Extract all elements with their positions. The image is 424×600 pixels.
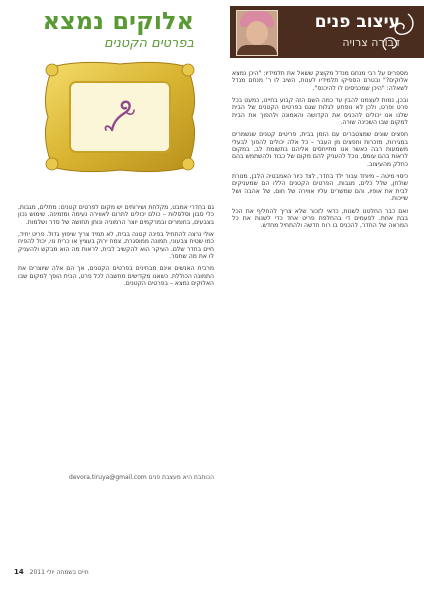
footer-text: חיים בשמחה יולי 2011 xyxy=(29,569,89,576)
paragraph: מרבית האנשים אינם מבחינים בפרטים הקטנים, אך הם אלה שיוצרים את התמונה הכוללת. כשאנו מקדישים מחשבה לכל פרט, הבית הופך למקום שבו האלוקים נמצא – בפרטים הקטנים. xyxy=(18,265,214,288)
picture-frame xyxy=(42,60,198,174)
column-title: עיצוב פנים xyxy=(314,12,400,32)
paragraph: גם בחדרי אמבט, מקלחת ושירותים יש מקום לפרטים קטנים: מתלים, מגבות, כלי סבון וסלסלות – כולם יכולים לתרום לאווירה נעימה ומזמינה. שימוש נכון בצבעים, בחומרים ובמרקמים יוצר הרמוניה ונותן תחושה של סדר ושלמות. xyxy=(18,204,214,226)
paragraph: ובכן, נמות לעצמנו להבין עד כמה השם הזה קבוע בחיינו, כמעט בכל פרט ופרט, ולכן לא נופתע לגלות שגם בפרטים הקטנים של הבית שלנו אנו יכולים להכניס את הקדושה והאמונה ולהפוך את הבית למקום שבו השכינה שורה. xyxy=(232,97,408,127)
paragraph: ואם כבר החלטנו לשנות, כדאי לזכור שלא צריך להחליף את הכל בבת אחת. לפעמים די בהחלפת פריט אחד כדי לשנות את כל המראה של החדר, להכניס בו רוח חדשה ולהתחיל מחדש. xyxy=(232,207,408,230)
author-portrait xyxy=(236,10,278,56)
golden-frame-icon xyxy=(42,60,198,174)
article-right-column xyxy=(232,70,408,580)
signature-label: הכותבת היא מעצבת פנים xyxy=(148,474,214,481)
author-email-link[interactable]: devora.tiruya@gmail.com xyxy=(69,474,147,481)
page-footer xyxy=(14,568,214,580)
paragraph: כיסוי מיטה – מיוחד עבור ילד בחדר, לצד כיור האמבטיה הלבן, מנורת שולחן, שלל כלים, מגבות. הפרטים הקטנים הללו הם שמעניקים לבית את אופיו, והם שמשרים עליו אווירה של חום, של אהבה ושל שייכות. xyxy=(232,173,408,203)
paragraph: חפצים שונים שמצטברים עם הזמן בבית, פריטים קטנים שנשמרים במגירות, מזכרות וחפצים מן העבר – כל אלה יכולים להפוך לבעלי משמעות רבה כאשר אנו מתייחסים אליהם בתשומת לב. במקום לראות בהם עומס, נוכל להעניק להם מקום של כבוד ולהשתמש בהם כחלק מהעיצוב. xyxy=(232,131,408,168)
page-title: אלוקים נמצא xyxy=(42,7,194,35)
author-name: דבורה צרויה xyxy=(342,36,400,49)
page-subtitle: בפרטים הקטנים xyxy=(104,36,194,51)
paragraph: מספרים על רבי מנחם מנדל מקוצק ששאל את תלמידיו: "היכן נמצא אלוקים?" ובטרם הספיקו תלמידיו לענות, השיב לו ר' מנחם מנדל לשאלה: "היכן שמכניסים לו להיכנס". xyxy=(232,70,408,92)
author-signature xyxy=(18,474,214,481)
page-number: 14 xyxy=(14,568,24,576)
article-left-column xyxy=(18,204,214,544)
paragraph: אולי נרצה להתחיל בפינה קטנה בבית, לא תמיד צריך שיפוץ גדול. פריט יחיד, כמו שטיח צבעוני, תמונה ממוסגרת, צמח ירוק בעציץ או כרית נוי, יכול להפיח חיים בחדר שלם. העיקר הוא להקשיב לבית, לראות מה הוא מבקש ולהעניק לו את מה שחסר. xyxy=(18,231,214,261)
